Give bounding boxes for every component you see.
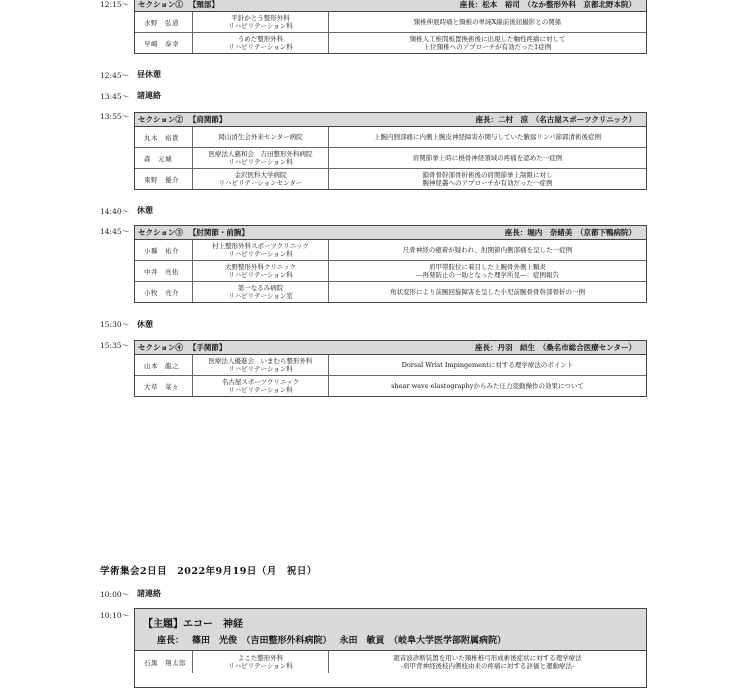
affiliation-line: リハビリテーション科 bbox=[228, 22, 293, 30]
affiliation bbox=[193, 127, 329, 147]
affiliation bbox=[193, 355, 329, 375]
chair-label: 座長： bbox=[157, 636, 185, 646]
table-row bbox=[135, 240, 646, 261]
presentation-title bbox=[329, 355, 646, 375]
section-header bbox=[135, 341, 646, 355]
presentation-title bbox=[329, 12, 646, 32]
table-row bbox=[135, 148, 646, 169]
presentation-title bbox=[329, 261, 646, 281]
day2-heading: 学術集会2日目 2022年9月19日（月 祝日） bbox=[100, 566, 317, 577]
affiliation-line: よこた整形外科 bbox=[237, 654, 284, 662]
affiliation-line: 医療法人優進会 いまむら整形外科 bbox=[208, 357, 313, 365]
break-label: 休憩 bbox=[137, 205, 153, 215]
presentation-title bbox=[329, 169, 646, 189]
affiliation-line: 岡山済生会外来センター病院 bbox=[218, 133, 303, 141]
affiliation bbox=[193, 148, 329, 168]
section-chair: 座長：二村 涼 （名古屋スポーツクリニック） bbox=[475, 115, 636, 124]
notice-label: 諸連絡 bbox=[137, 90, 161, 100]
presenter-name: 石黒 翔太郎 bbox=[135, 651, 193, 673]
section-4-table bbox=[134, 340, 647, 397]
time-label: 14:40〜 bbox=[100, 207, 130, 216]
section-title: セクション② bbox=[138, 115, 183, 124]
affiliation-line: リハビリテーションセンター bbox=[218, 179, 303, 187]
title-line: 上位頸椎へのアプローチが有効だった1症例 bbox=[423, 43, 552, 51]
affiliation-line: リハビリテーション科 bbox=[228, 271, 293, 279]
title-line: 角状変形により前腕回旋障害を呈した小児前腕骨骨幹部骨折の一例 bbox=[390, 288, 585, 296]
affiliation-line: リハビリテーション科 bbox=[228, 250, 293, 258]
section-chair: 座長：丹羽 結生 （桑名市総合医療センター） bbox=[475, 343, 636, 352]
section-chair: 座長：松本 裕司 （なか整形外科 京都北野本院） bbox=[459, 0, 636, 9]
presenter-name: 東野 優介 bbox=[135, 169, 193, 189]
affiliation bbox=[193, 261, 329, 281]
table-row bbox=[135, 33, 646, 53]
section-1-table bbox=[134, 0, 647, 54]
section-chair: 座長：堀内 奈緒美 （京都下鴨病院） bbox=[504, 228, 636, 237]
presenter-name: 大草 菜々 bbox=[135, 376, 193, 396]
affiliation-line: 名古屋スポーツクリニック bbox=[221, 378, 300, 386]
section-title: セクション① bbox=[138, 0, 183, 9]
theme-header bbox=[135, 609, 646, 651]
affiliation bbox=[193, 282, 329, 302]
affiliation-line: 第一なるみ病院 bbox=[237, 284, 284, 292]
affiliation-line: 医療法人慈和会 吉田整形外科病院 bbox=[208, 150, 313, 158]
title-line: 上腕内側部痛に内側上腕皮神経障害が関与していた腋窩リンパ節郭清術後症例 bbox=[373, 133, 602, 141]
presentation-title bbox=[329, 33, 646, 53]
presentation-title bbox=[329, 376, 646, 396]
affiliation-line: 金沢医科大学病院 bbox=[234, 171, 287, 179]
section-theme: 【肘関節・前腕】 bbox=[188, 228, 249, 237]
presenter-name: 水野 弘道 bbox=[135, 12, 193, 32]
time-label: 14:45〜 bbox=[100, 227, 130, 236]
chair-1: 篠田 光俊 （吉田整形外科病院） bbox=[192, 636, 332, 646]
presenter-name: 丸木 裕貴 bbox=[135, 127, 193, 147]
affiliation bbox=[193, 33, 329, 53]
time-label: 13:55〜 bbox=[100, 112, 130, 121]
presenter-name: 森 元城 bbox=[135, 148, 193, 168]
affiliation-line: 大野整形外科クリニック bbox=[224, 263, 297, 271]
affiliation bbox=[193, 376, 329, 396]
time-label: 10:00〜 bbox=[100, 590, 130, 599]
time-label: 13:45〜 bbox=[100, 92, 130, 101]
presenter-name: 山本 龍之 bbox=[135, 355, 193, 375]
title-line: 肩関節挙上時に橈骨神経領域の疼痛を認めた一症例 bbox=[412, 154, 563, 162]
section-title: セクション③ bbox=[138, 228, 183, 237]
affiliation-line: リハビリテーション室 bbox=[228, 292, 293, 300]
title-line: -肩甲背神経後枝内側枝由来の疼痛に対する評価と運動療法- bbox=[400, 662, 575, 670]
notice-label: 諸連絡 bbox=[137, 588, 161, 598]
table-row bbox=[135, 261, 646, 282]
presenter-name: 小縣 祐介 bbox=[135, 240, 193, 260]
affiliation-line: リハビリテーション科 bbox=[228, 662, 293, 670]
affiliation-line: 村上整形外科スポーツクリニック bbox=[212, 242, 309, 250]
affiliation bbox=[193, 240, 329, 260]
title-line: 腕神経叢へのアプローチが有効だった一症例 bbox=[422, 179, 553, 187]
affiliation-line: 平針かとう整形外科 bbox=[231, 14, 290, 22]
presentation-title bbox=[329, 651, 646, 673]
chair-2: 永田 敏貢 （岐阜大学医学部附属病院） bbox=[339, 636, 507, 646]
title-line: 鎖骨骨幹部骨折術後の肩関節挙上制限に対し bbox=[422, 171, 553, 179]
theme-chairs bbox=[135, 630, 646, 646]
section-theme: 【肩関節】 bbox=[188, 115, 227, 124]
title-line: shear wave elastographyからみた圧力変動操作の効果について bbox=[391, 382, 584, 390]
section-title: セクション④ bbox=[138, 343, 183, 352]
section-3-table bbox=[134, 225, 647, 303]
section-header bbox=[135, 113, 646, 127]
title-line: 肩甲帯肢位に着目した上腕骨外側上顆炎 bbox=[429, 263, 546, 271]
break-label: 休憩 bbox=[137, 319, 153, 329]
section-2-table bbox=[134, 112, 647, 190]
section-theme: 【頸部】 bbox=[188, 0, 219, 9]
lunch-break-label: 昼休憩 bbox=[137, 69, 161, 79]
time-label: 15:35〜 bbox=[100, 341, 130, 350]
presenter-name: 中井 亮佑 bbox=[135, 261, 193, 281]
table-row bbox=[135, 355, 646, 376]
presentation-title bbox=[329, 148, 646, 168]
theme-title: 【主題】エコー 神経 bbox=[143, 619, 243, 630]
presenter-name: 早崎 泰幸 bbox=[135, 33, 193, 53]
title-line: 頸椎伸展時痛と頸椎の単純X線前後屈撮影との関係 bbox=[413, 18, 562, 26]
presentation-title bbox=[329, 127, 646, 147]
presentation-title bbox=[329, 282, 646, 302]
time-label: 12:15〜 bbox=[100, 0, 130, 9]
affiliation-line: リハビリテーション科 bbox=[228, 365, 293, 373]
affiliation bbox=[193, 169, 329, 189]
time-label: 10:10〜 bbox=[100, 611, 130, 620]
table-row bbox=[135, 127, 646, 148]
time-label: 12:45〜 bbox=[100, 71, 130, 80]
title-line: ―再発防止の一助となった理学所見―：症例報告 bbox=[416, 271, 559, 279]
table-row bbox=[135, 376, 646, 396]
section-header bbox=[135, 226, 646, 240]
affiliation bbox=[193, 12, 329, 32]
title-line: 頸椎人工椎間板置換術後に出現した軸性疼痛に対して bbox=[409, 35, 566, 43]
affiliation-line: うめだ整形外科 bbox=[237, 35, 284, 43]
presentation-title bbox=[329, 240, 646, 260]
section-header bbox=[135, 0, 646, 12]
table-row bbox=[135, 651, 646, 673]
table-row bbox=[135, 282, 646, 302]
presenter-name: 小牧 亮介 bbox=[135, 282, 193, 302]
title-line: 超音波診断装置を用いた頸椎椎弓形成術後症状に対する理学療法 bbox=[393, 654, 582, 662]
day2-theme-table bbox=[134, 608, 647, 688]
affiliation bbox=[193, 651, 329, 673]
title-line: 尺骨神経の癒着が疑われ、肘関節内側部痛を呈した一症例 bbox=[402, 246, 573, 254]
affiliation-line: リハビリテーション科 bbox=[228, 43, 293, 51]
section-theme: 【手関節】 bbox=[188, 343, 227, 352]
table-row bbox=[135, 12, 646, 33]
table-row bbox=[135, 169, 646, 189]
affiliation-line: リハビリテーション科 bbox=[228, 158, 293, 166]
title-line: Dorsal Wrist Impingementに対する理学療法のポイント bbox=[401, 361, 574, 369]
affiliation-line: リハビリテーション科 bbox=[228, 386, 293, 394]
time-label: 15:30〜 bbox=[100, 320, 130, 329]
